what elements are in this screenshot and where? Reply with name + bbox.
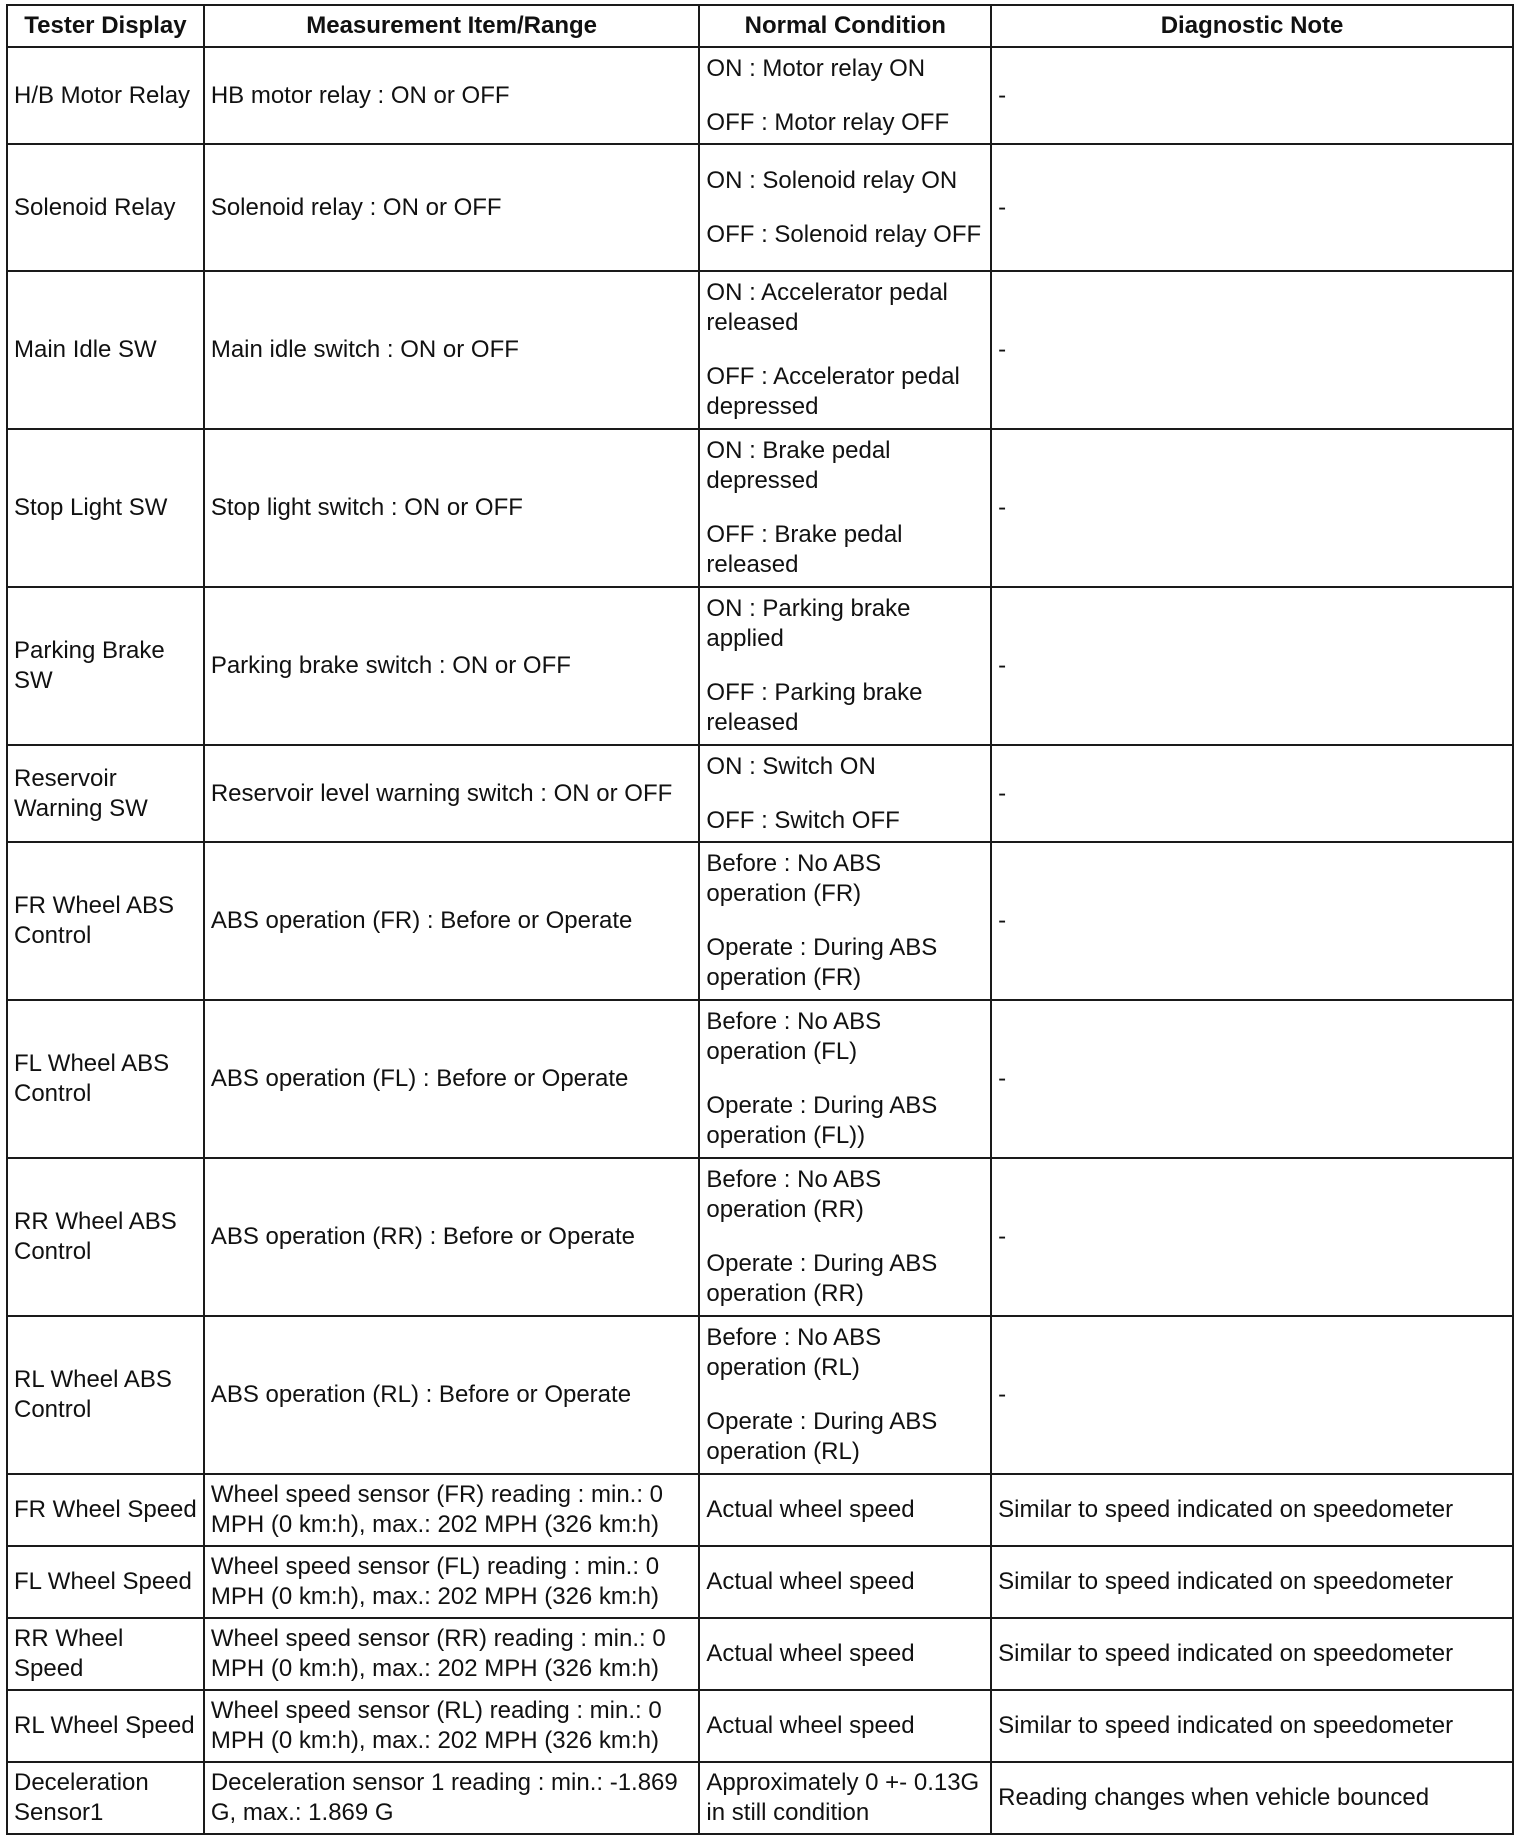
cell-tester-display: Main Idle SW <box>7 271 204 429</box>
cell-diagnostic-note: - <box>991 745 1513 842</box>
cell-measurement: Wheel speed sensor (FL) reading : min.: 0 MPH (0 km:h), max.: 202 MPH (326 km:h) <box>204 1546 700 1618</box>
table-row <box>7 1474 1513 1546</box>
table-row <box>7 745 1513 842</box>
normal-condition-on: ON : Parking brake applied <box>706 595 911 652</box>
cell-normal-condition <box>699 1546 991 1618</box>
normal-condition-on: ON : Switch ON <box>706 752 876 780</box>
table-row <box>7 429 1513 587</box>
cell-measurement: ABS operation (RL) : Before or Operate <box>204 1316 700 1474</box>
normal-condition-text: Actual wheel speed <box>706 1568 915 1595</box>
normal-condition-operate: Operate : During ABS operation (FR) <box>706 934 938 991</box>
normal-condition-text: Actual wheel speed <box>706 1712 915 1739</box>
cell-tester-display: Deceleration Sensor1 <box>7 1762 204 1834</box>
cell-normal-condition <box>699 587 991 745</box>
cell-measurement: ABS operation (FR) : Before or Operate <box>204 842 700 1000</box>
cell-tester-display: FR Wheel ABS Control <box>7 842 204 1000</box>
cell-tester-display: FL Wheel Speed <box>7 1546 204 1618</box>
cell-measurement: Wheel speed sensor (FR) reading : min.: 0 MPH (0 km:h), max.: 202 MPH (326 km:h) <box>204 1474 700 1546</box>
diagnostic-data-table <box>6 4 1514 1835</box>
normal-condition-text: Actual wheel speed <box>706 1640 915 1667</box>
normal-condition-off: OFF : Motor relay OFF <box>706 108 950 136</box>
normal-condition-operate: Operate : During ABS operation (RR) <box>706 1250 938 1307</box>
normal-condition-operate: Operate : During ABS operation (FL)) <box>706 1092 938 1149</box>
cell-measurement: ABS operation (FL) : Before or Operate <box>204 1000 700 1158</box>
cell-diagnostic-note: - <box>991 587 1513 745</box>
table-row <box>7 587 1513 745</box>
table-row <box>7 1690 1513 1762</box>
cell-diagnostic-note: - <box>991 47 1513 144</box>
table-row <box>7 1618 1513 1690</box>
table-row <box>7 1158 1513 1316</box>
normal-condition-on: ON : Accelerator pedal released <box>706 279 948 336</box>
cell-diagnostic-note: Reading changes when vehicle bounced <box>991 1762 1513 1834</box>
cell-diagnostic-note: - <box>991 1000 1513 1158</box>
normal-condition-off: OFF : Parking brake released <box>706 679 923 736</box>
table-row <box>7 1000 1513 1158</box>
normal-condition-off: OFF : Accelerator pedal depressed <box>706 363 960 420</box>
normal-condition-on: ON : Brake pedal depressed <box>706 437 891 494</box>
cell-tester-display: RL Wheel Speed <box>7 1690 204 1762</box>
cell-tester-display: Stop Light SW <box>7 429 204 587</box>
table-row <box>7 47 1513 144</box>
normal-condition-text: Approximately 0 +- 0.13G in still condition <box>706 1769 980 1826</box>
normal-condition-before: Before : No ABS operation (RL) <box>706 1324 882 1381</box>
normal-condition-operate: Operate : During ABS operation (RL) <box>706 1408 938 1465</box>
normal-condition-off: OFF : Switch OFF <box>706 806 900 834</box>
cell-normal-condition <box>699 1158 991 1316</box>
cell-normal-condition <box>699 1690 991 1762</box>
table-row <box>7 1546 1513 1618</box>
cell-diagnostic-note: - <box>991 1316 1513 1474</box>
cell-measurement: Solenoid relay : ON or OFF <box>204 144 700 271</box>
table-row <box>7 144 1513 271</box>
cell-normal-condition <box>699 745 991 842</box>
table-row <box>7 271 1513 429</box>
cell-tester-display: Reservoir Warning SW <box>7 745 204 842</box>
table-row <box>7 1316 1513 1474</box>
cell-diagnostic-note: - <box>991 1158 1513 1316</box>
cell-normal-condition <box>699 842 991 1000</box>
cell-measurement: Wheel speed sensor (RR) reading : min.: 0 MPH (0 km:h), max.: 202 MPH (326 km:h) <box>204 1618 700 1690</box>
cell-tester-display: FR Wheel Speed <box>7 1474 204 1546</box>
cell-diagnostic-note: Similar to speed indicated on speedometer <box>991 1690 1513 1762</box>
cell-diagnostic-note: Similar to speed indicated on speedometer <box>991 1618 1513 1690</box>
normal-condition-on: ON : Solenoid relay ON <box>706 166 958 194</box>
table-row <box>7 842 1513 1000</box>
normal-condition-before: Before : No ABS operation (FR) <box>706 850 882 907</box>
header-normal-condition: Normal Condition <box>699 5 991 47</box>
cell-diagnostic-note: - <box>991 429 1513 587</box>
cell-normal-condition <box>699 1000 991 1158</box>
normal-condition-text: Actual wheel speed <box>706 1496 915 1523</box>
cell-tester-display: RR Wheel ABS Control <box>7 1158 204 1316</box>
cell-tester-display: Parking Brake SW <box>7 587 204 745</box>
cell-measurement: Wheel speed sensor (RL) reading : min.: 0 MPH (0 km:h), max.: 202 MPH (326 km:h) <box>204 1690 700 1762</box>
cell-diagnostic-note: Similar to speed indicated on speedometer <box>991 1546 1513 1618</box>
cell-diagnostic-note: - <box>991 271 1513 429</box>
cell-normal-condition <box>699 144 991 271</box>
table-row <box>7 1762 1513 1834</box>
cell-measurement: Parking brake switch : ON or OFF <box>204 587 700 745</box>
normal-condition-off: OFF : Brake pedal released <box>706 521 903 578</box>
table-header-row <box>7 5 1513 47</box>
cell-normal-condition <box>699 47 991 144</box>
cell-diagnostic-note: Similar to speed indicated on speedometer <box>991 1474 1513 1546</box>
header-diagnostic-note: Diagnostic Note <box>991 5 1513 47</box>
normal-condition-on: ON : Motor relay ON <box>706 54 926 82</box>
cell-tester-display: H/B Motor Relay <box>7 47 204 144</box>
cell-normal-condition <box>699 1762 991 1834</box>
cell-measurement: Main idle switch : ON or OFF <box>204 271 700 429</box>
cell-normal-condition <box>699 1618 991 1690</box>
normal-condition-before: Before : No ABS operation (FL) <box>706 1008 882 1065</box>
cell-tester-display: RR Wheel Speed <box>7 1618 204 1690</box>
cell-tester-display: FL Wheel ABS Control <box>7 1000 204 1158</box>
cell-diagnostic-note: - <box>991 144 1513 271</box>
cell-measurement: Reservoir level warning switch : ON or OFF <box>204 745 700 842</box>
normal-condition-off: OFF : Solenoid relay OFF <box>706 220 982 248</box>
cell-normal-condition <box>699 1316 991 1474</box>
cell-measurement: ABS operation (RR) : Before or Operate <box>204 1158 700 1316</box>
normal-condition-before: Before : No ABS operation (RR) <box>706 1166 882 1223</box>
cell-measurement: Deceleration sensor 1 reading : min.: -1.869 G, max.: 1.869 G <box>204 1762 700 1834</box>
cell-diagnostic-note: - <box>991 842 1513 1000</box>
cell-tester-display: RL Wheel ABS Control <box>7 1316 204 1474</box>
cell-measurement: HB motor relay : ON or OFF <box>204 47 700 144</box>
cell-normal-condition <box>699 429 991 587</box>
cell-normal-condition <box>699 1474 991 1546</box>
cell-measurement: Stop light switch : ON or OFF <box>204 429 700 587</box>
header-measurement: Measurement Item/Range <box>204 5 700 47</box>
cell-normal-condition <box>699 271 991 429</box>
cell-tester-display: Solenoid Relay <box>7 144 204 271</box>
header-tester-display: Tester Display <box>7 5 204 47</box>
